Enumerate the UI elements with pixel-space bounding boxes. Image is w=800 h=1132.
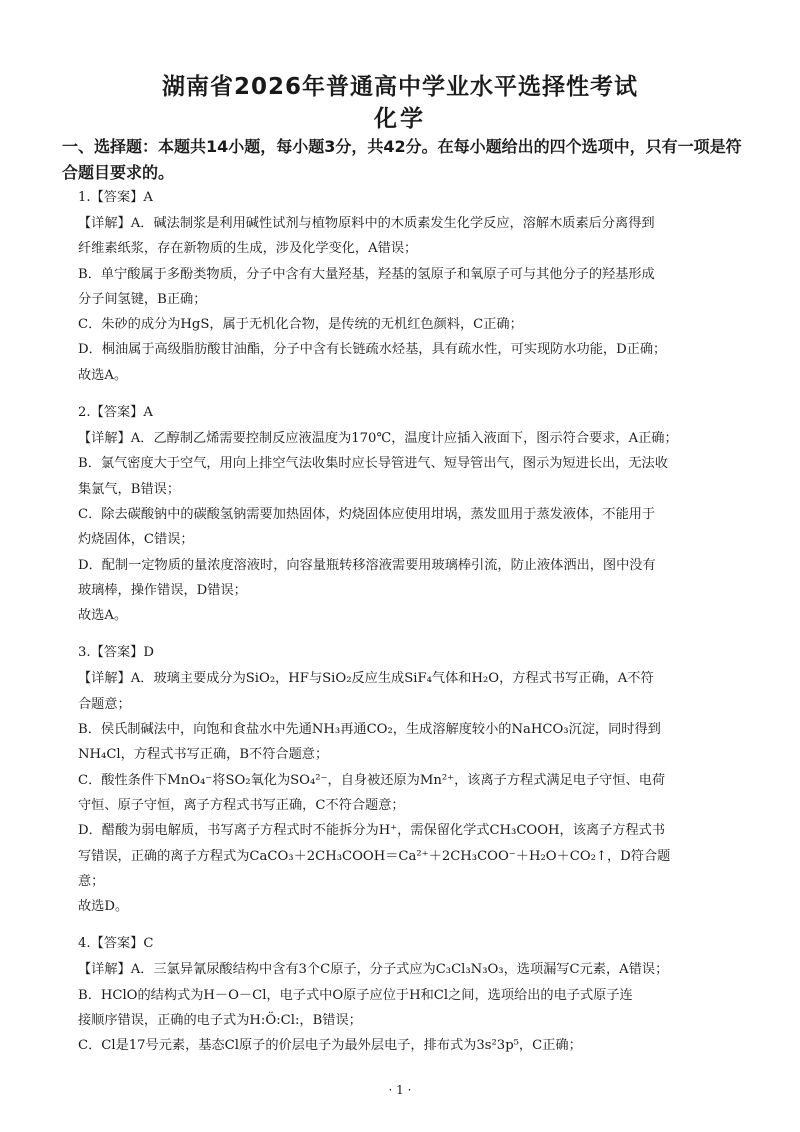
explanation-line: 玻璃棒，操作错误，D错误； xyxy=(78,582,247,598)
explanation-line: 【详解】A．玻璃主要成分为SiO₂，HF与SiO₂反应生成SiF₄气体和H₂O，方程式书写正确，A不符 xyxy=(78,671,654,687)
question-3 xyxy=(62,642,748,919)
answer-label: 3.【答案】D xyxy=(78,645,154,661)
section-heading-line-2: 合题目要求的。 xyxy=(62,163,175,182)
exam-title: 湖南省2026年普通高中学业水平选择性考试 xyxy=(161,74,638,100)
question-1 xyxy=(62,187,748,388)
explanation-line: 接顺序错误，正确的电子式为H:Ö:Cl:，B错误； xyxy=(78,1013,362,1029)
answer-label: 2.【答案】A xyxy=(78,405,153,421)
answer-label: 4.【答案】C xyxy=(78,936,154,952)
explanation-line: NH₄Cl，方程式书写正确，B不符合题意； xyxy=(78,747,329,763)
explanation-line: C．朱砂的成分为HgS，属于无机化合物，是传统的无机红色颜料，C正确； xyxy=(78,317,523,333)
explanation-line: D．配制一定物质的量浓度溶液时，向容量瓶转移溶液需要用玻璃棒引流，防止液体洒出，图中没有 xyxy=(78,557,656,573)
explanation-line: 故选D。 xyxy=(78,899,129,915)
subject-title: 化学 xyxy=(374,106,426,132)
question-4 xyxy=(62,933,748,1058)
explanation-line: C．除去碳酸钠中的碳酸氢钠需要加热固体，灼烧固体应使用坩埚，蒸发皿用于蒸发液体，不能用于 xyxy=(78,506,656,522)
explanation-line: 纤维素纸浆，存在新物质的生成，涉及化学变化，A错误； xyxy=(78,241,418,257)
explanation-line: 【详解】A．三氯异氰尿酸结构中含有3个C原子，分子式应为C₃Cl₃N₃O₃，选项漏写C元素，A错误； xyxy=(78,962,669,978)
page-number: · 1 · xyxy=(388,1083,412,1097)
explanation-line: 写错误，正确的离子方程式为CaCO₃＋2CH₃COOH＝Ca²⁺＋2CH₃COO⁻＋H₂O＋CO₂↑，D符合题 xyxy=(78,848,671,864)
answer-content xyxy=(62,187,748,1073)
section-heading-line-1: 一、选择题：本题共14小题，每小题3分，共42分。在每小题给出的四个选项中，只有一项是符 xyxy=(62,137,742,156)
explanation-line: B．单宁酸属于多酚类物质，分子中含有大量羟基，羟基的氢原子和氧原子可与其他分子的羟基形成 xyxy=(78,266,655,282)
explanation-line: B．氯气密度大于空气，用向上排空气法收集时应长导管进气、短导管出气，图示为短进长出，无法收 xyxy=(78,456,668,472)
answer-label: 1.【答案】A xyxy=(78,190,153,205)
explanation-line: 灼烧固体，C错误； xyxy=(78,532,194,548)
section-heading xyxy=(62,134,752,186)
explanation-line: 分子间氢键，B正确； xyxy=(78,291,207,307)
explanation-line: 【详解】A．碱法制浆是利用碱性试剂与植物原料中的木质素发生化学反应，溶解木质素后分离得到 xyxy=(78,216,655,231)
explanation-line: D．桐油属于高级脂肪酸甘油酯，分子中含有长链疏水烃基，具有疏水性，可实现防水功能，D正确； xyxy=(78,342,667,358)
question-2 xyxy=(62,402,748,628)
explanation-line: B．侯氏制碱法中，向饱和食盐水中先通NH₃再通CO₂，生成溶解度较小的NaHCO₃沉淀，同时得到 xyxy=(78,722,661,738)
explanation-line: 守恒、原子守恒，离子方程式书写正确，C不符合题意； xyxy=(78,797,405,813)
explanation-line: D．醋酸为弱电解质，书写离子方程式时不能拆分为H⁺，需保留化学式CH₃COOH，该离子方程式书 xyxy=(78,823,666,839)
explanation-line: 集氯气，B错误； xyxy=(78,481,181,497)
explanation-line: C．酸性条件下MnO₄⁻将SO₂氧化为SO₄²⁻，自身被还原为Mn²⁺，该离子方程式满足电子守恒、电荷 xyxy=(78,772,666,788)
explanation-line: 故选A。 xyxy=(78,367,128,383)
explanation-line: 故选A。 xyxy=(78,608,128,624)
explanation-line: 合题意； xyxy=(78,696,131,712)
explanation-line: 意； xyxy=(78,873,105,889)
explanation-line: 【详解】A．乙醇制乙烯需要控制反应液温度为170℃，温度计应插入液面下，图示符合要求，A正确； xyxy=(78,431,678,447)
explanation-line: C．Cl是17号元素，基态Cl原子的价层电子为最外层电子，排布式为3s²3p⁵，C正确； xyxy=(78,1038,582,1054)
explanation-line: B．HClO的结构式为H－O－Cl，电子式中O原子应位于H和Cl之间，选项给出的电子式原子连 xyxy=(78,987,633,1003)
